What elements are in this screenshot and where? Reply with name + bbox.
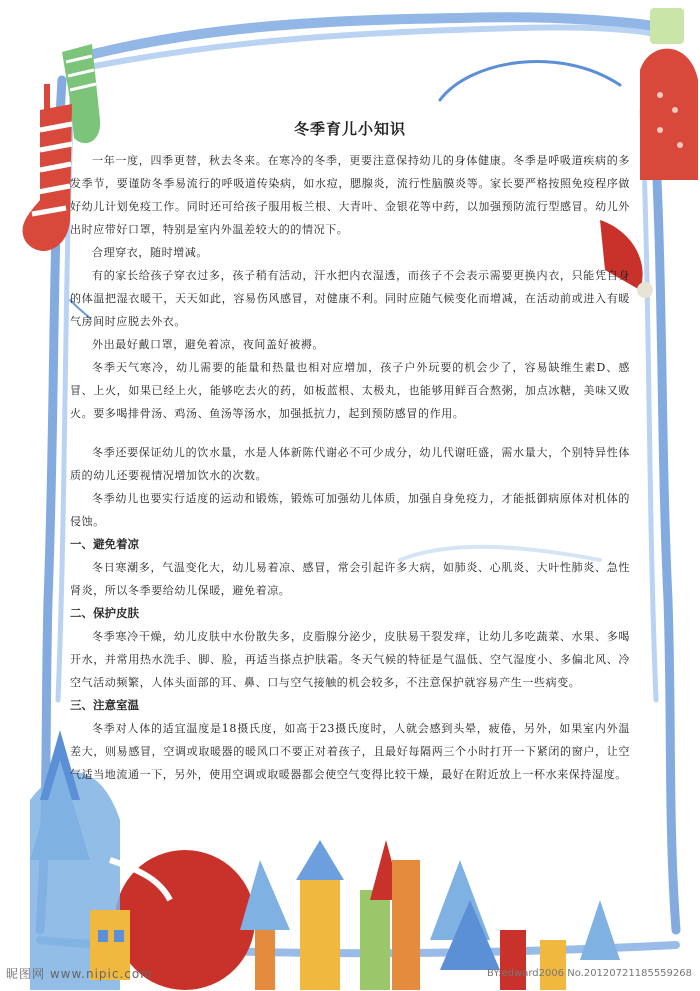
paragraph-nutrition: 冬季天气寒冷，幼儿需要的能量和热量也相对应增加，孩子户外玩要的机会少了，容易缺维生素D、感冒、上火，如果已经上火，能够吃去火的药，如板蓝根、太极丸，也能够用鲜百合熬粥，加点冰糖，美味又败火。要多喝排骨汤、鸡汤、鱼汤等汤水，加强抵抗力，起到预防感冒的作用。 bbox=[70, 361, 630, 420]
paragraph-water: 冬季还要保证幼儿的饮水量，水是人体新陈代谢必不可少成分，幼儿代谢旺盛，需水量大，个别特异性体质的幼儿还要视情况增加饮水的次数。 bbox=[70, 446, 630, 482]
paragraph-mask: 外出最好戴口罩，避免着凉，夜间盖好被褥。 bbox=[92, 338, 324, 351]
section-text-skin: 冬季寒冷干燥，幼儿皮肤中水份散失多，皮脂腺分泌少，皮肤易干裂发痒，让幼儿多吃蔬菜、水果、多喝开水，并常用热水洗手、脚、脸，再适当搽点护肤霜。冬天气候的特征是气温低、空气湿度小、多偏北风、冷空气活动频繁，人体头面部的耳、鼻、口与空气接触的机会较多，不注意保护就容易产生一些病变。 bbox=[70, 630, 630, 689]
section-heading-skin: 二、保护皮肤 bbox=[70, 606, 139, 620]
section-heading-room-temp: 三、注意室温 bbox=[70, 698, 139, 712]
watermark-site: 昵图网 www.nipic.com bbox=[6, 967, 153, 981]
paragraph-clothing-detail: 有的家长给孩子穿衣过多，孩子稍有活动，汗水把内衣湿透，而孩子不会表示需要更换内衣，只能凭自身的体温把湿衣暖干，天天如此，容易伤风感冒，对健康不利。同时应随气候变化而增减，在活动前或进入有暖气房间时应脱去外衣。 bbox=[70, 269, 630, 328]
section-text-room-temp: 冬季对人体的适宜温度是18摄氏度，如高于23摄氏度时，人就会感到头晕，疲倦，另外，如果室内外温差大，则易感冒，空调或取暖器的暖风口不要正对着孩子，且最好每隔两三个小时打开一下紧闭的窗户，让空气适当地流通一下，另外，使用空调或取暖器都会使空气变得比较干燥，最好在附近放上一杯水来保持湿度。 bbox=[70, 722, 630, 781]
paragraph-exercise: 冬季幼儿也要实行适度的运动和锻炼，锻炼可加强幼儿体质，加强自身免疫力，才能抵御病原体对机体的侵蚀。 bbox=[70, 492, 630, 528]
article bbox=[70, 118, 630, 786]
section-heading-avoid-cold: 一、避免着凉 bbox=[70, 537, 139, 551]
intro-paragraph: 一年一度，四季更替，秋去冬来。在寒冷的冬季，更要注意保持幼儿的身体健康。冬季是呼吸道疾病的多发季节，要谨防冬季易流行的呼吸道传染病，如水痘，腮腺炎，流行性脑膜炎等。家长要严格按照免疫程序做好幼儿计划免疫工作。同时还可给孩子服用板兰根、大青叶、金银花等中药，以加强预防流行型感冒。幼儿外出时应带好口罩，特别是室内外温差较大的的情况下。 bbox=[70, 154, 630, 236]
spacer bbox=[70, 425, 630, 441]
paragraph-dress: 合理穿衣，随时增减。 bbox=[92, 246, 208, 259]
article-title: 冬季育儿小知识 bbox=[293, 120, 406, 138]
section-text-avoid-cold: 冬日寒潮多，气温变化大，幼儿易着凉、感冒，常会引起许多大病，如肺炎、心肌炎、大叶性肺炎、急性肾炎，所以冬季要给幼儿保暖，避免着凉。 bbox=[70, 561, 630, 597]
watermark-id: BY:edward2006 No.20120721185559268 bbox=[487, 968, 692, 979]
red-striped-sock-icon bbox=[23, 84, 72, 251]
